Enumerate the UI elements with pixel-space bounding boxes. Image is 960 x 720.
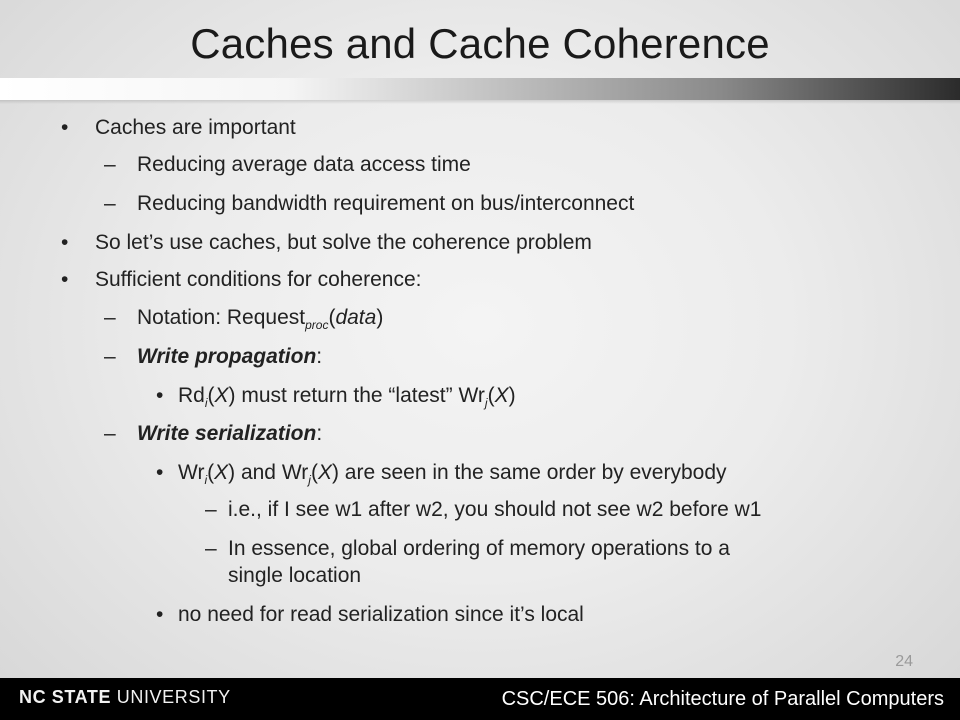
write-propagation-colon: : [316,345,323,368]
subscript-j: j [484,396,488,411]
bullet-marker: • [61,116,69,139]
sub-bullet-bandwidth: Reducing bandwidth requirement on bus/interconnect [137,192,635,215]
text-rd: Rd [178,384,205,407]
write-serialization-label: Write serialization [137,422,317,445]
text-paren: ( [487,384,495,407]
dash-marker: – [104,345,116,368]
subscript-j: j [308,473,311,488]
text-and-wr: ) and Wr [228,461,309,484]
level4-ie-w1-w2: i.e., if I see w1 after w2, you should not see w2 before w1 [228,498,762,521]
text-paren: ) [508,384,516,407]
text-x: X [214,384,229,407]
sub-sub-bullet-rd-latest-wr [178,384,516,411]
dash-marker: – [205,498,217,521]
dash-marker: – [104,422,116,445]
notation-prefix: Notation: Request [137,306,306,329]
logo-university: UNIVERSITY [111,687,231,707]
dash-marker: – [205,537,217,560]
sub-bullet-write-propagation [137,345,322,369]
bullet-marker: • [61,231,69,254]
sub-bullet-access-time: Reducing average data access time [137,153,471,176]
sub-bullet-notation [137,306,384,333]
write-propagation-label: Write propagation [137,345,317,368]
subscript-i: i [204,396,208,411]
bullet-marker: • [156,603,164,626]
bullet-use-caches: So let’s use caches, but solve the coherence problem [95,231,592,254]
notation-data: data [335,306,377,329]
text-x: X [214,461,229,484]
text-paren: ( [310,461,318,484]
subscript-i: i [204,473,208,488]
course-title: CSC/ECE 506: Architecture of Parallel Computers [501,688,944,710]
bullet-marker: • [156,384,164,407]
level4-global-ordering-cont: single location [228,564,362,587]
dash-marker: – [104,153,116,176]
notation-paren-open: ( [328,306,336,329]
write-serialization-colon: : [316,422,323,445]
sub-sub-bullet-same-order [178,461,727,488]
slide-title: Caches and Cache Coherence [190,20,770,67]
notation-subscript: proc [305,318,329,333]
ncsu-logo [19,687,231,708]
page-number: 24 [895,653,913,670]
level4-global-ordering: In essence, global ordering of memory operations to a [228,537,730,560]
sub-bullet-write-serialization [137,422,322,446]
text-paren: ( [207,461,215,484]
logo-nc-state: NC STATE [19,687,112,707]
text-seen-same-order: ) are seen in the same order by everybody [331,461,727,484]
dash-marker: – [104,192,116,215]
text-x: X [317,461,332,484]
bullet-sufficient-conditions: Sufficient conditions for coherence: [95,268,422,291]
text-must-return: ) must return the “latest” Wr [228,384,485,407]
bullet-marker: • [156,461,164,484]
notation-paren-close: ) [376,306,384,329]
bullet-caches-important: Caches are important [95,116,296,139]
text-wr: Wr [178,461,205,484]
text-paren: ( [207,384,215,407]
text-x: X [494,384,509,407]
sub-sub-bullet-no-read-serialization: no need for read serialization since it’s local [178,603,584,626]
dash-marker: – [104,306,116,329]
bullet-marker: • [61,268,69,291]
